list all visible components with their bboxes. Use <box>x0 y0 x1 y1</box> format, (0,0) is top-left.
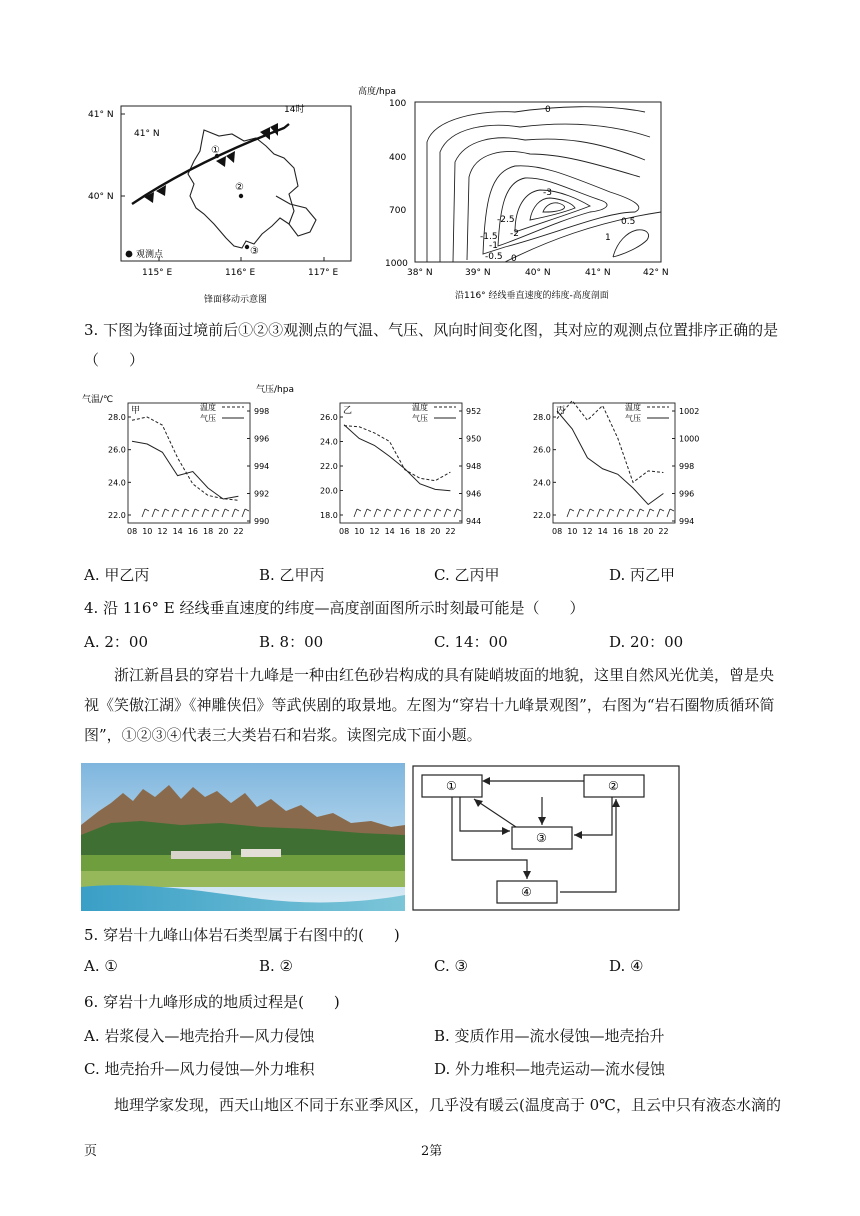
point-3-marker <box>245 245 249 249</box>
wind-barb <box>424 509 431 517</box>
right-tick-label: 990 <box>254 517 270 526</box>
right-tick-label: 998 <box>254 407 270 416</box>
x-tick-label: 08 <box>127 527 138 536</box>
xtick-42: 42° N <box>643 268 669 278</box>
profile-figure <box>355 82 685 307</box>
legend-temp-label: 温度 <box>200 403 216 412</box>
lon-115-label: 115° E <box>142 268 173 278</box>
wind-barb <box>414 509 421 517</box>
q4-option-b[interactable]: B. 8：00 <box>259 633 324 651</box>
landscape-photo <box>81 763 405 911</box>
footer-left: 页 <box>84 1144 98 1159</box>
ytick-1000: 1000 <box>385 259 408 269</box>
ytick-100: 100 <box>389 99 407 109</box>
wind-barb <box>232 509 239 517</box>
wind-barb <box>202 509 209 517</box>
x-tick-label: 18 <box>203 527 214 536</box>
left-tick-label: 18.0 <box>320 511 338 520</box>
wind-barb <box>667 509 674 517</box>
right-tick-label: 950 <box>466 434 482 444</box>
x-tick-label: 22 <box>445 527 456 536</box>
contour-m1: -1 <box>489 241 498 251</box>
lat-40-label: 40° N <box>88 192 114 202</box>
question-4-text: 4. 沿 116° E 经线垂直速度的纬度—高度剖面图所示时刻最可能是（ ） <box>84 599 585 617</box>
ytick-400: 400 <box>389 153 407 163</box>
box-2-label: ② <box>608 779 619 793</box>
lat-41-label: 41° N <box>88 110 114 120</box>
wind-barb <box>374 509 381 517</box>
lat-41-inner-label: 41° N <box>134 129 160 139</box>
wind-barb <box>454 509 461 517</box>
legend-dot <box>126 251 133 258</box>
rock-cycle-svg <box>412 765 680 911</box>
contour-m1-5: -1.5 <box>480 232 498 242</box>
ytick-700: 700 <box>389 206 407 216</box>
wind-barb <box>222 509 229 517</box>
x-tick-label: 20 <box>218 527 229 536</box>
wind-barb <box>384 509 391 517</box>
x-tick-label: 10 <box>354 527 365 536</box>
point-2-marker <box>239 194 243 198</box>
xtick-38: 38° N <box>407 268 433 278</box>
left-tick-label: 26.0 <box>320 413 338 422</box>
q5-option-b[interactable]: B. ② <box>259 957 294 975</box>
legend-label: 观测点 <box>136 250 164 260</box>
temp-axis-label: 气温/℃ <box>82 395 114 405</box>
contour-m3: -3 <box>543 188 552 198</box>
wind-barb <box>587 509 594 517</box>
temperature-series <box>132 417 238 500</box>
x-tick-label: 18 <box>415 527 426 536</box>
temperature-series <box>557 401 663 483</box>
left-tick-label: 26.0 <box>533 445 551 455</box>
chart-2 <box>320 402 481 536</box>
question-5-text: 5. 穿岩十九峰山体岩石类型属于右图中的( ) <box>84 926 400 944</box>
q4-option-d[interactable]: D. 20：00 <box>609 633 684 651</box>
front-map-caption: 锋面移动示意图 <box>204 295 268 305</box>
wind-barb <box>627 509 634 517</box>
contour-1: 1 <box>605 233 611 243</box>
question-3-text: 3. 下图为锋面过境前后①②③观测点的气温、气压、风向时间变化图，其对应的观测点位置排序正确的是（ ） <box>84 321 779 369</box>
left-tick-label: 22.0 <box>320 462 338 471</box>
pressure-series <box>344 425 450 491</box>
left-tick-label: 28.0 <box>108 413 126 422</box>
chart-1 <box>108 402 269 536</box>
xtick-39: 39° N <box>465 268 491 278</box>
profile-ylabel: 高度/hpa <box>358 87 396 97</box>
x-tick-label: 10 <box>567 527 578 536</box>
right-tick-label: 952 <box>466 407 482 416</box>
x-tick-label: 16 <box>187 527 198 536</box>
wind-barb <box>567 509 574 517</box>
wind-barb <box>192 509 199 517</box>
left-tick-label: 24.0 <box>533 478 551 488</box>
wind-barb <box>354 509 361 517</box>
left-tick-label: 22.0 <box>108 511 126 520</box>
box-1-label: ① <box>446 779 457 793</box>
left-tick-label: 28.0 <box>533 413 551 422</box>
chart-frame <box>340 403 462 523</box>
x-tick-label: 18 <box>628 527 639 536</box>
chart-frame <box>128 403 250 523</box>
wind-barb <box>152 509 159 517</box>
chart-3 <box>533 401 699 536</box>
contour-0-5: 0.5 <box>621 217 636 227</box>
wind-barb <box>364 509 371 517</box>
left-tick-label: 26.0 <box>108 445 126 455</box>
q6-option-d[interactable]: D. 外力堆积—地壳运动—流水侵蚀 <box>434 1060 666 1078</box>
contour-0-top: 0 <box>545 105 551 115</box>
legend-temp-label: 温度 <box>412 403 428 412</box>
wind-barb <box>444 509 451 517</box>
point-3-label: ③ <box>250 246 259 257</box>
contour-m0-5: -0.5 <box>485 252 503 262</box>
right-tick-label: 996 <box>679 489 695 499</box>
contour-0-bottom: 0 <box>511 254 517 264</box>
pres-axis-label: 气压/hpa <box>256 385 294 395</box>
left-tick-label: 24.0 <box>108 478 126 488</box>
wind-barb <box>637 509 644 517</box>
x-tick-label: 12 <box>369 527 380 536</box>
x-tick-label: 20 <box>643 527 654 536</box>
chart-frame <box>553 403 675 523</box>
passage-1: 浙江新昌县的穿岩十九峰是一种由红色砂岩构成的具有陡峭坡面的地貌，这里自然风光优美，曾是央视《笑傲江湖》《神雕侠侣》等武侠剧的取景地。左图为“穿岩十九峰景观图”，右图为“岩石圈物质循环简图”，①②③④代表三大类岩石和岩浆。读图完成下面小题。 <box>84 666 775 744</box>
weather-charts-svg <box>80 383 700 543</box>
wind-barb <box>212 509 219 517</box>
chart-title: 甲 <box>131 406 141 416</box>
x-tick-label: 16 <box>612 527 623 536</box>
right-tick-label: 994 <box>254 462 270 471</box>
pressure-series <box>132 441 238 499</box>
x-tick-label: 22 <box>233 527 244 536</box>
q4-option-c[interactable]: C. 14：00 <box>434 633 508 651</box>
q3-option-c[interactable]: C. 乙丙甲 <box>434 566 500 584</box>
x-tick-label: 14 <box>384 527 395 536</box>
q5-option-d[interactable]: D. ④ <box>609 957 644 975</box>
question-6-text: 6. 穿岩十九峰形成的地质过程是( ) <box>84 993 340 1011</box>
right-tick-label: 1000 <box>679 434 700 444</box>
right-tick-label: 1002 <box>679 407 700 416</box>
wind-barb <box>657 509 664 517</box>
rock-cycle-diagram <box>412 765 680 911</box>
x-tick-label: 20 <box>430 527 441 536</box>
temperature-series <box>344 426 450 481</box>
q3-option-a[interactable]: A. 甲乙丙 <box>84 566 150 584</box>
contour-m2-5: -2.5 <box>497 215 515 225</box>
passage-2: 地理学家发现，西天山地区不同于东亚季风区，几乎没有暖云(温度高于 0℃，且云中只有液态水滴的 <box>114 1096 781 1114</box>
box-3-label: ③ <box>536 831 547 845</box>
profile-caption: 沿116° 经线垂直速度的纬度-高度剖面 <box>455 291 609 301</box>
q5-option-c[interactable]: C. ③ <box>434 957 468 975</box>
q6-option-c[interactable]: C. 地壳抬升—风力侵蚀—外力堆积 <box>84 1060 315 1078</box>
wind-barb <box>172 509 179 517</box>
wind-barb <box>242 509 249 517</box>
left-tick-label: 20.0 <box>320 486 338 496</box>
left-tick-label: 22.0 <box>533 511 551 520</box>
legend-pres-label: 气压 <box>412 414 428 423</box>
lon-117-label: 117° E <box>308 268 339 278</box>
x-tick-label: 12 <box>157 527 168 536</box>
legend-pres-label: 气压 <box>200 414 216 423</box>
xtick-41: 41° N <box>585 268 611 278</box>
box-4-label: ④ <box>521 885 532 899</box>
right-tick-label: 994 <box>679 517 695 526</box>
pressure-series <box>557 411 663 505</box>
wind-barb <box>617 509 624 517</box>
wind-barb <box>577 509 584 517</box>
chart-title: 乙 <box>343 406 353 416</box>
point-1-label: ① <box>211 145 220 156</box>
right-tick-label: 944 <box>466 517 482 526</box>
right-tick-label: 946 <box>466 489 482 499</box>
legend-pres-label: 气压 <box>625 414 641 423</box>
lon-116-label: 116° E <box>225 268 256 278</box>
q3-option-b[interactable]: B. 乙甲丙 <box>259 566 325 584</box>
x-tick-label: 22 <box>658 527 669 536</box>
legend-temp-label: 温度 <box>625 403 641 412</box>
wind-barb <box>182 509 189 517</box>
right-tick-label: 992 <box>254 489 270 499</box>
q5-option-a[interactable]: A. ① <box>84 957 118 975</box>
right-tick-label: 998 <box>679 462 695 471</box>
footer-page-number: 2第 <box>421 1144 443 1159</box>
left-tick-label: 24.0 <box>320 437 338 447</box>
contour-m2: -2 <box>510 229 519 239</box>
wind-barb <box>404 509 411 517</box>
point-2-label: ② <box>235 182 244 193</box>
q6-option-b[interactable]: B. 变质作用—流水侵蚀—地壳抬升 <box>434 1027 665 1045</box>
wind-barb <box>597 509 604 517</box>
right-tick-label: 948 <box>466 462 482 471</box>
xtick-40: 40° N <box>525 268 551 278</box>
question-3 <box>84 315 784 375</box>
wind-barb <box>162 509 169 517</box>
wind-barb <box>142 509 149 517</box>
wind-barb <box>434 509 441 517</box>
x-tick-label: 14 <box>597 527 608 536</box>
q3-option-d[interactable]: D. 丙乙甲 <box>609 566 676 584</box>
wind-barb <box>394 509 401 517</box>
x-tick-label: 08 <box>552 527 563 536</box>
x-tick-label: 08 <box>339 527 350 536</box>
x-tick-label: 10 <box>142 527 153 536</box>
front-map-svg <box>84 96 364 311</box>
q6-option-a[interactable]: A. 岩浆侵入—地壳抬升—风力侵蚀 <box>84 1027 315 1045</box>
right-tick-label: 996 <box>254 434 270 444</box>
chart-title: 丙 <box>556 406 566 416</box>
landscape-photo-svg <box>81 763 405 911</box>
wind-barb <box>607 509 614 517</box>
q4-option-a[interactable]: A. 2：00 <box>84 633 148 651</box>
profile-svg <box>355 82 685 307</box>
x-tick-label: 16 <box>399 527 410 536</box>
weather-charts <box>80 383 700 543</box>
wind-barb <box>647 509 654 517</box>
x-tick-label: 12 <box>582 527 593 536</box>
x-tick-label: 14 <box>172 527 183 536</box>
front-map-figure <box>84 96 364 311</box>
front-time-label: 14时 <box>284 105 305 115</box>
